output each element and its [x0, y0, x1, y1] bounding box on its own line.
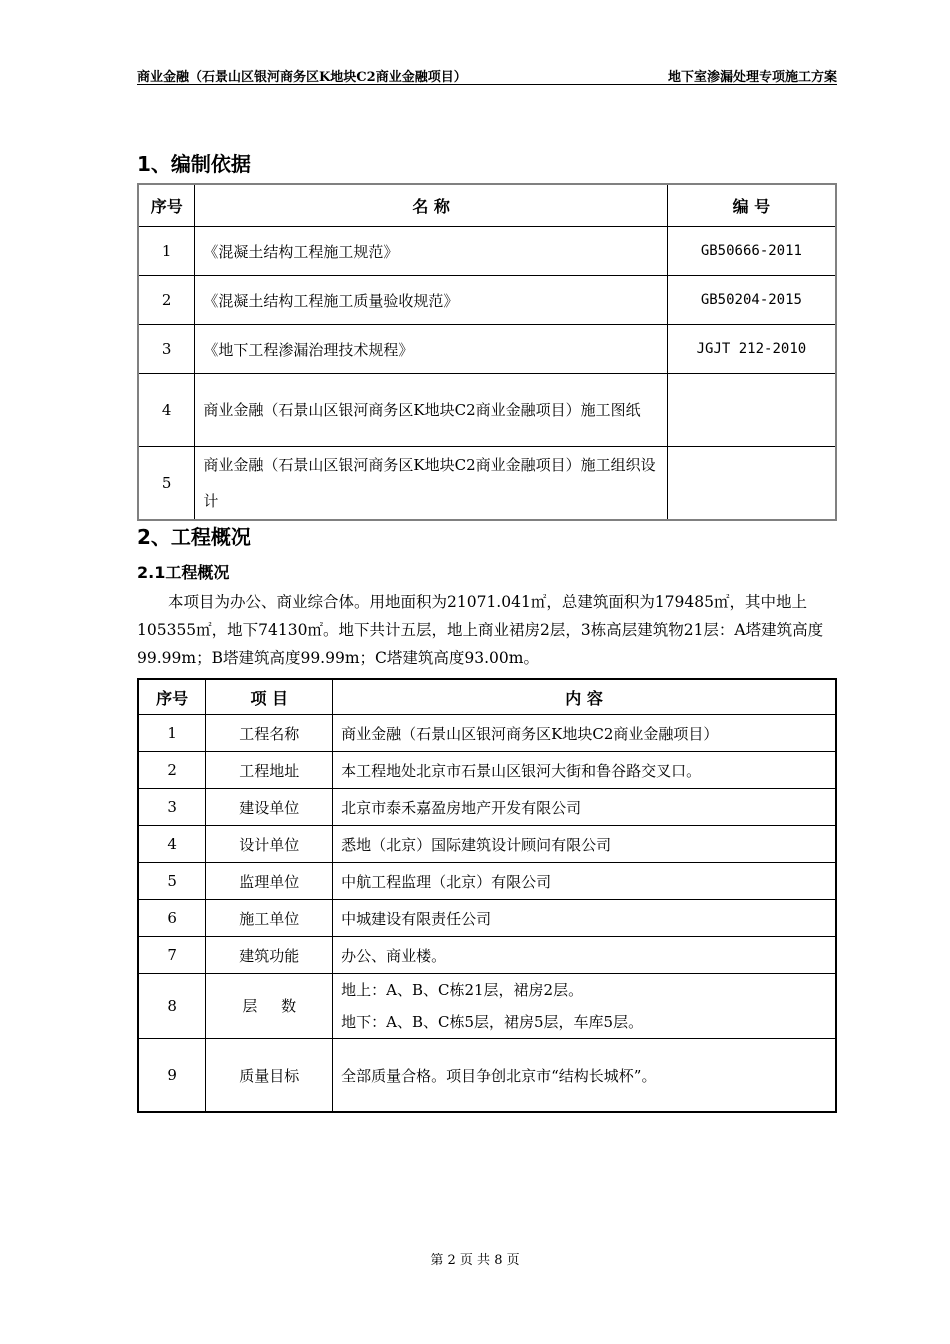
section2-subtitle: 2.1工程概况 — [137, 563, 230, 582]
col-header-no: 序号 — [138, 679, 206, 715]
row-content-line: 地上：A、B、C栋21层，裙房2层。 — [341, 981, 584, 999]
row-item: 建筑功能 — [206, 937, 333, 974]
row-content: 办公、商业楼。 — [333, 937, 836, 974]
row-no: 2 — [138, 276, 195, 325]
row-code — [667, 447, 836, 521]
row-no: 1 — [138, 715, 206, 752]
table-row — [138, 900, 836, 937]
row-no: 7 — [138, 937, 206, 974]
row-name: 《混凝土结构工程施工规范》 — [195, 227, 667, 276]
row-content: 全部质量合格。项目争创北京市“结构长城杯”。 — [333, 1039, 836, 1113]
overview-table — [137, 678, 837, 1113]
row-name: 商业金融（石景山区银河商务区K地块C2商业金融项目）施工组织设计 — [195, 447, 667, 521]
row-item: 设计单位 — [206, 826, 333, 863]
row-no: 6 — [138, 900, 206, 937]
row-name: 《混凝土结构工程施工质量验收规范》 — [195, 276, 667, 325]
basis-table — [137, 183, 837, 521]
row-content: 中城建设有限责任公司 — [333, 900, 836, 937]
table-row — [138, 974, 836, 1039]
col-header-item: 项 目 — [206, 679, 333, 715]
row-item: 监理单位 — [206, 863, 333, 900]
page-footer: 第 2 页 共 8 页 — [430, 1253, 520, 1268]
row-code — [667, 374, 836, 447]
row-content-line: 地下：A、B、C栋5层，裙房5层，车库5层。 — [341, 1013, 644, 1031]
row-no: 2 — [138, 752, 206, 789]
row-code: GB50204-2015 — [667, 276, 836, 325]
row-code: GB50666-2011 — [667, 227, 836, 276]
row-item: 建设单位 — [206, 789, 333, 826]
table-row — [138, 752, 836, 789]
table-row — [138, 863, 836, 900]
section1-title: 1、编制依据 — [137, 152, 251, 176]
row-code: JGJT 212-2010 — [667, 325, 836, 374]
table-row — [138, 789, 836, 826]
row-content: 悉地（北京）国际建筑设计顾问有限公司 — [333, 826, 836, 863]
row-item: 质量目标 — [206, 1039, 333, 1113]
row-name: 商业金融（石景山区银河商务区K地块C2商业金融项目）施工图纸 — [195, 374, 667, 447]
row-no: 3 — [138, 325, 195, 374]
row-content: 中航工程监理（北京）有限公司 — [333, 863, 836, 900]
table-row — [138, 227, 836, 276]
row-name: 《地下工程渗漏治理技术规程》 — [195, 325, 667, 374]
row-no: 4 — [138, 826, 206, 863]
row-content: 本工程地处北京市石景山区银河大街和鲁谷路交叉口。 — [333, 752, 836, 789]
table-row — [138, 447, 836, 521]
row-no: 8 — [138, 974, 206, 1039]
col-header-code: 编 号 — [667, 184, 836, 227]
table-row — [138, 1039, 836, 1113]
row-no: 1 — [138, 227, 195, 276]
row-no: 9 — [138, 1039, 206, 1113]
page-header — [137, 66, 837, 85]
row-no: 3 — [138, 789, 206, 826]
table-row — [138, 374, 836, 447]
row-content: 商业金融（石景山区银河商务区K地块C2商业金融项目） — [333, 715, 836, 752]
row-no: 4 — [138, 374, 195, 447]
table-row — [138, 715, 836, 752]
table-row — [138, 325, 836, 374]
col-header-content: 内 容 — [333, 679, 836, 715]
row-item: 层 数 — [206, 974, 333, 1039]
header-document-title: 地下室渗漏处理专项施工方案 — [667, 70, 837, 85]
row-item: 施工单位 — [206, 900, 333, 937]
overview-paragraph: 本项目为办公、商业综合体。用地面积为21071.041㎡，总建筑面积为179485㎡，其中地上105355㎡，地下74130㎡。地下共计五层，地上商业裙房2层，3栋高层建筑物21层：A塔建筑高度99.99m；B塔建筑高度99.99m；C塔建筑高度93.00m。 — [137, 593, 824, 667]
row-no: 5 — [138, 447, 195, 521]
row-no: 5 — [138, 863, 206, 900]
col-header-name: 名 称 — [195, 184, 667, 227]
col-header-no: 序号 — [138, 184, 195, 227]
row-content: 北京市泰禾嘉盈房地产开发有限公司 — [333, 789, 836, 826]
table-row — [138, 826, 836, 863]
section2-title: 2、工程概况 — [137, 525, 251, 549]
table-row — [138, 937, 836, 974]
row-item: 工程名称 — [206, 715, 333, 752]
row-content — [333, 974, 836, 1039]
table-row — [138, 276, 836, 325]
basis-table-header — [138, 184, 836, 227]
header-project-name: 商业金融（石景山区银河商务区K地块C2商业金融项目） — [137, 70, 467, 85]
row-item: 工程地址 — [206, 752, 333, 789]
overview-table-header — [138, 679, 836, 715]
